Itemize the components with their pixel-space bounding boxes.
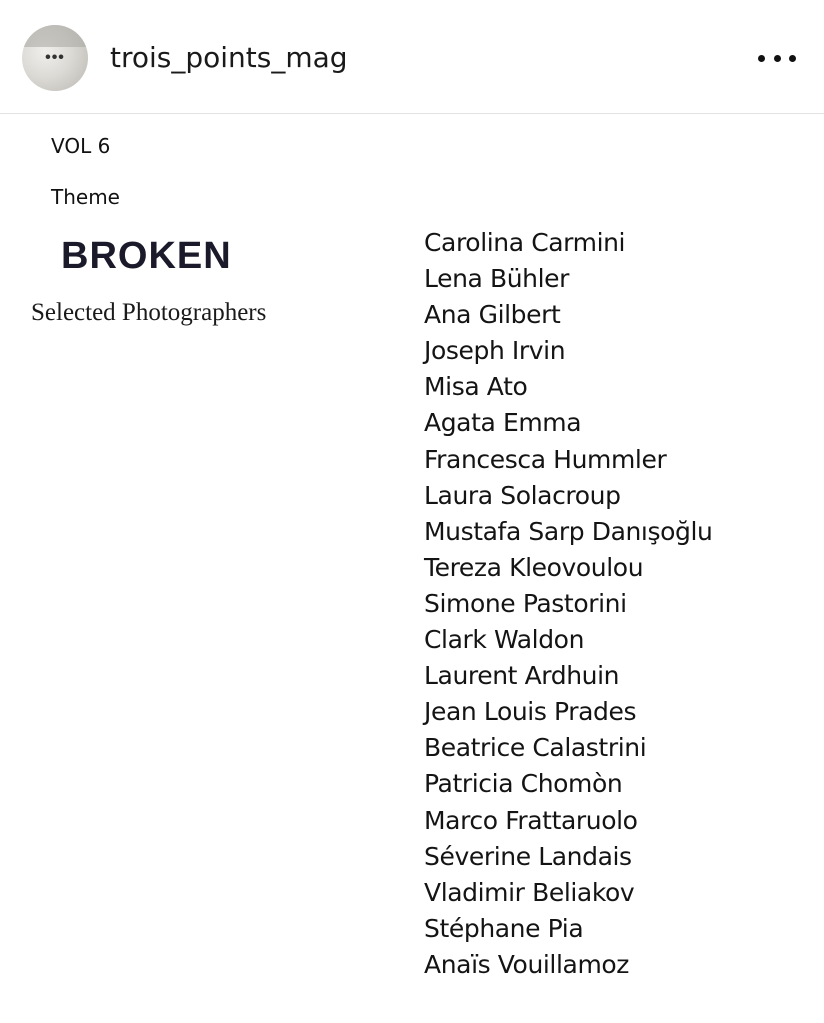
photographer-name: Laurent Ardhuin bbox=[424, 661, 620, 691]
photographer-name: Jean Louis Prades bbox=[424, 697, 637, 727]
more-horizontal-icon bbox=[774, 55, 781, 62]
photographer-name: Joseph Irvin bbox=[424, 336, 566, 366]
avatar[interactable] bbox=[22, 25, 88, 91]
photographer-name: Vladimir Beliakov bbox=[424, 877, 635, 907]
more-horizontal-icon bbox=[758, 55, 765, 62]
photographer-name: Misa Ato bbox=[424, 372, 528, 402]
photographer-name: Laura Solacroup bbox=[424, 480, 621, 510]
photographer-name: Marco Frattaruolo bbox=[424, 805, 638, 835]
photographer-name: Patricia Chomòn bbox=[424, 769, 623, 799]
theme-title: BROKEN bbox=[61, 235, 232, 277]
volume-label: VOL 6 bbox=[51, 134, 111, 158]
photographer-name: Lena Bühler bbox=[424, 264, 570, 294]
avatar-dots-icon: ••• bbox=[45, 49, 65, 66]
photographer-name: Anaïs Vouillamoz bbox=[424, 949, 630, 979]
username-link[interactable]: trois_points_mag bbox=[110, 41, 348, 74]
more-options-button[interactable] bbox=[752, 40, 802, 76]
photographer-name: Beatrice Calastrini bbox=[424, 733, 647, 763]
photographer-list bbox=[424, 225, 712, 983]
selected-photographers-heading: Selected Photographers bbox=[31, 299, 267, 326]
photographer-name: Tereza Kleovoulou bbox=[424, 552, 644, 582]
more-horizontal-icon bbox=[789, 55, 796, 62]
photographer-name: Stéphane Pia bbox=[424, 913, 584, 943]
photographer-name: Ana Gilbert bbox=[424, 300, 561, 330]
post-image[interactable] bbox=[0, 114, 824, 1023]
photographer-name: Séverine Landais bbox=[424, 841, 632, 871]
photographer-name: Agata Emma bbox=[424, 408, 582, 438]
photographer-name: Mustafa Sarp Danışoğlu bbox=[424, 516, 713, 546]
theme-label: Theme bbox=[51, 185, 120, 209]
photographer-name: Francesca Hummler bbox=[424, 444, 667, 474]
avatar-shade bbox=[22, 25, 88, 47]
photographer-name: Clark Waldon bbox=[424, 625, 585, 655]
photographer-name: Simone Pastorini bbox=[424, 588, 627, 618]
photographer-name: Carolina Carmini bbox=[424, 228, 626, 257]
post-header bbox=[0, 0, 824, 114]
